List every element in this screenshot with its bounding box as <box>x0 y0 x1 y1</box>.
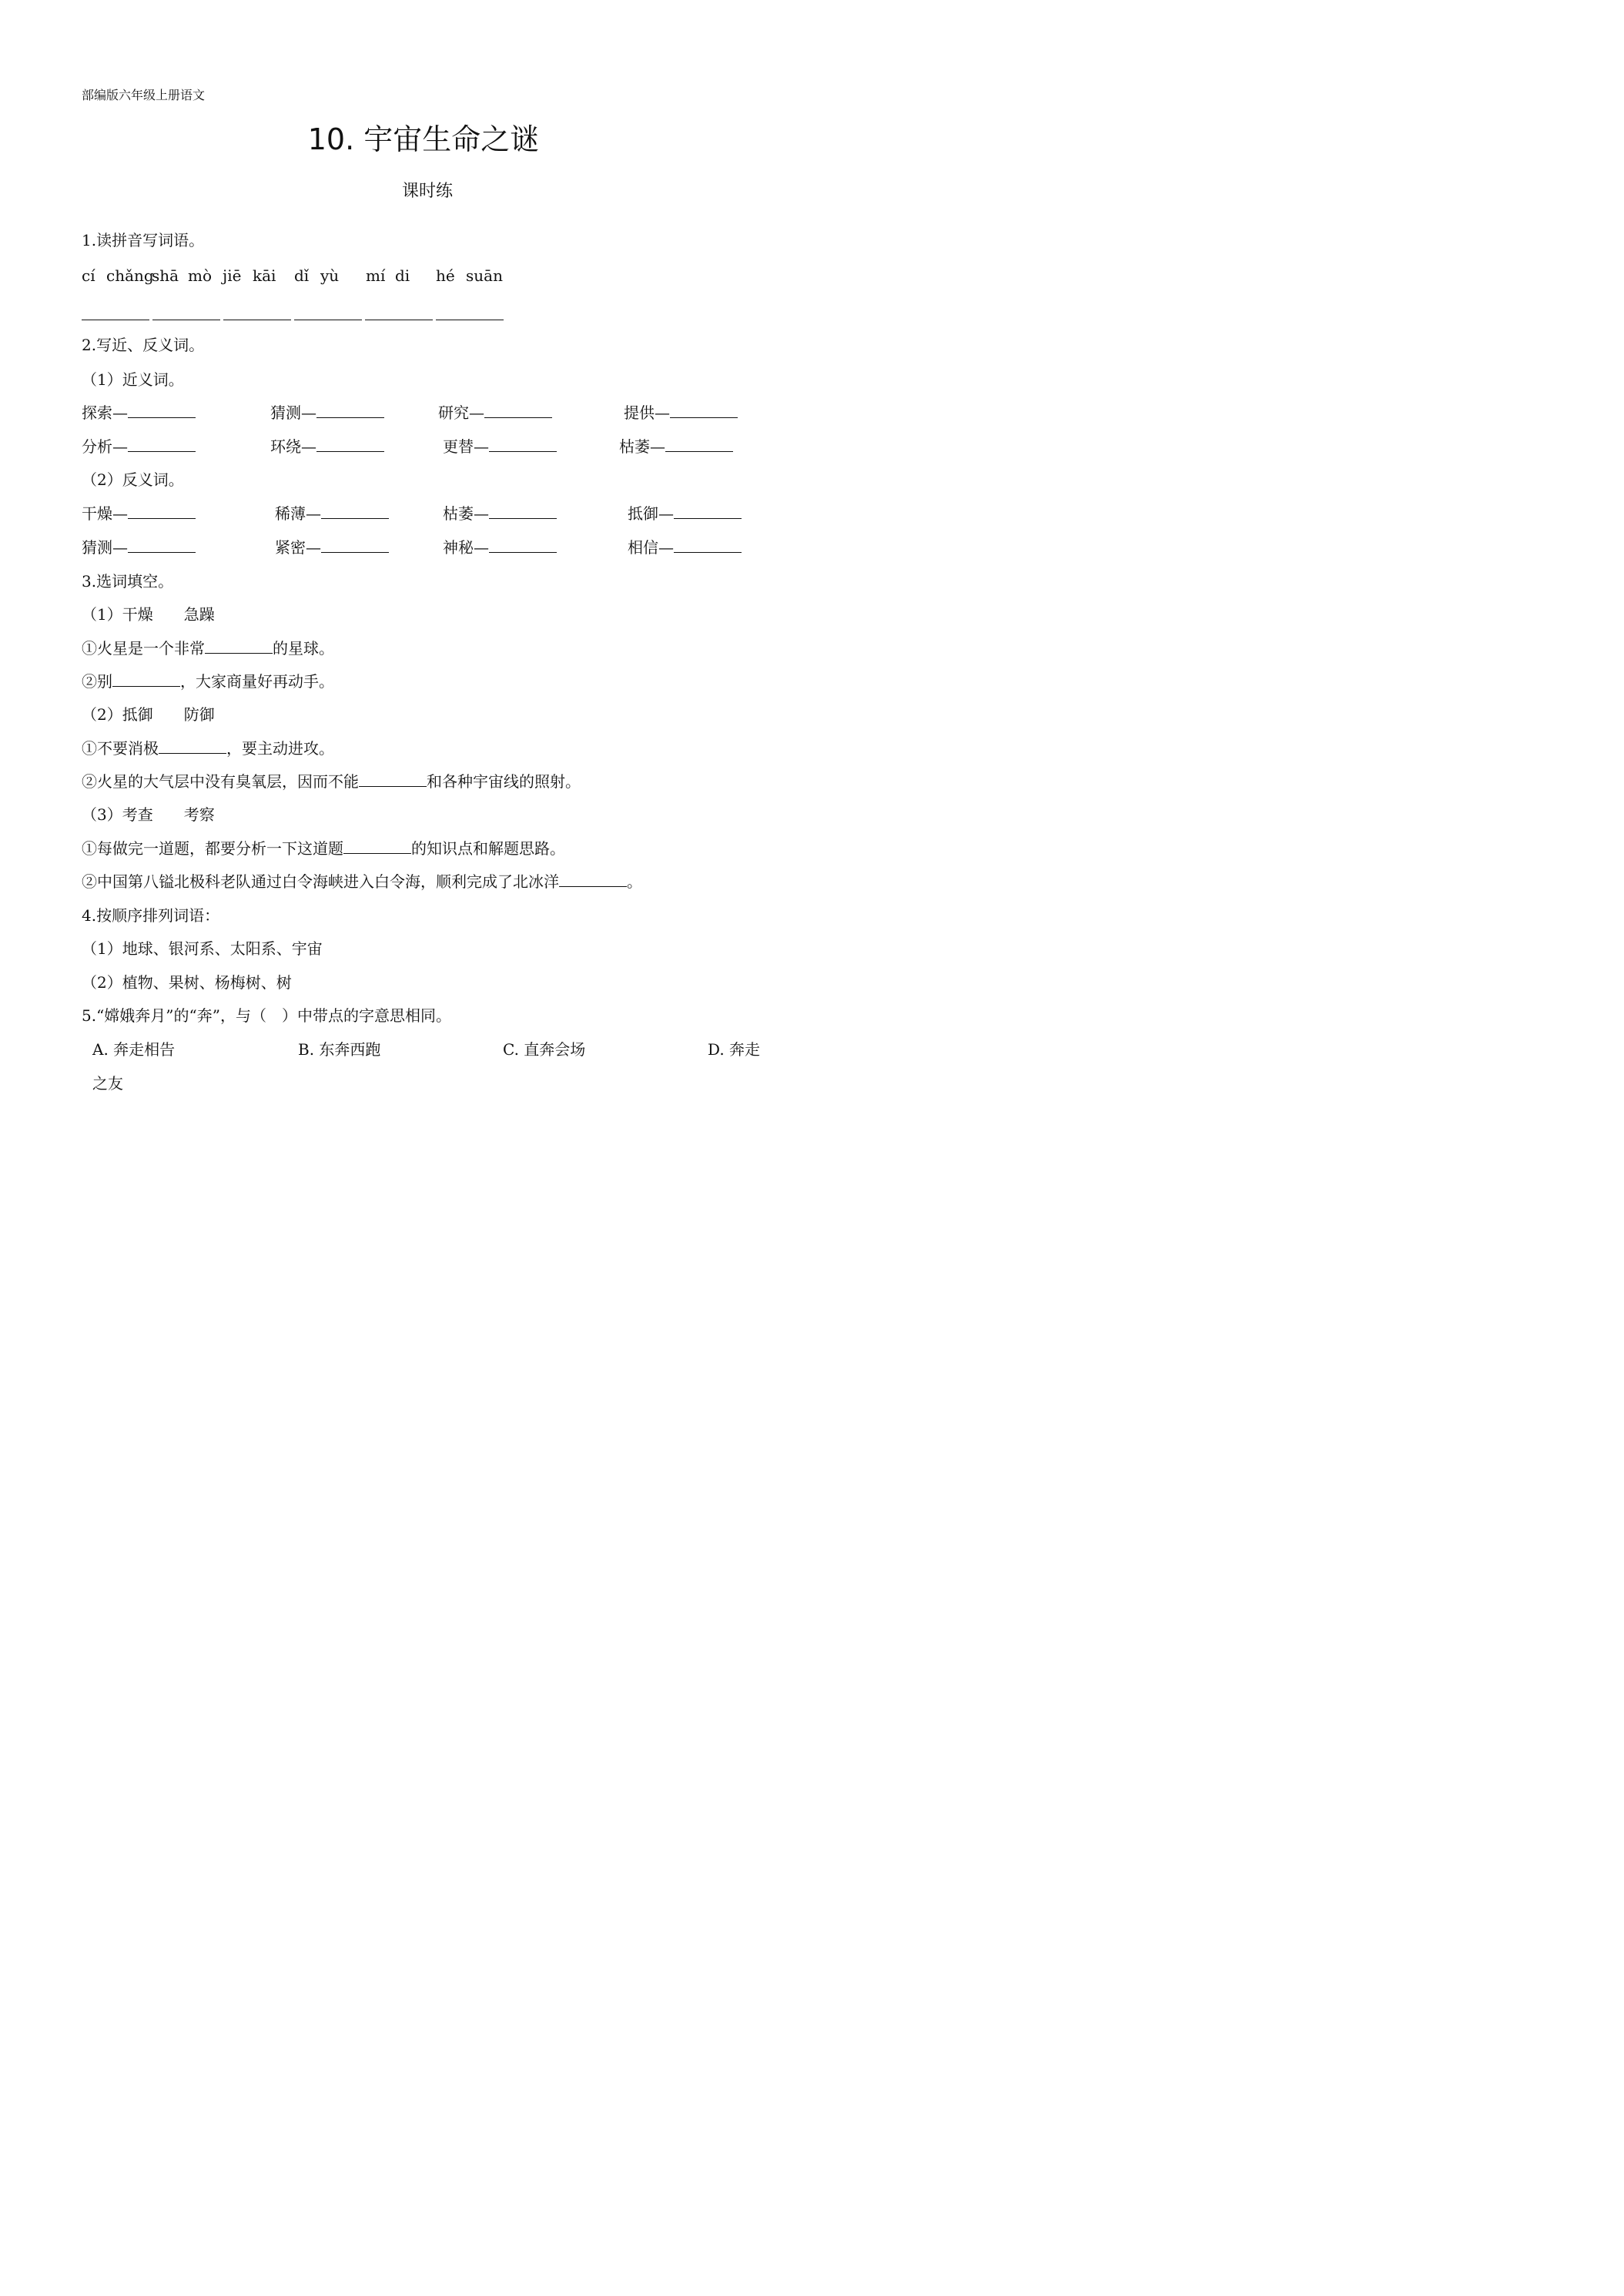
option-d[interactable]: D. 奔走 <box>708 1040 761 1059</box>
antonym-item <box>82 537 196 558</box>
sentence-text: 和各种宇宙线的照射。 <box>427 772 581 791</box>
answer-blank[interactable] <box>316 437 384 452</box>
answer-blank[interactable] <box>484 403 552 418</box>
word-label: 更替— <box>443 437 489 456</box>
word-label: 干燥— <box>82 504 128 523</box>
antonym-item <box>628 503 742 524</box>
sentence-text: ②中国第八镒北极科老队通过白令海峡进入白令海，顺利完成了北冰洋 <box>82 872 559 891</box>
sentence-text: ①不要消极 <box>82 739 159 758</box>
q2-antonyms-heading: （2）反义词。 <box>82 470 184 489</box>
q1-pinyin-row <box>0 265 847 288</box>
pinyin-syllable: dǐ <box>294 266 310 285</box>
pinyin-syllable: jiē <box>223 266 242 285</box>
option-b[interactable]: B. 东奔西跑 <box>298 1040 381 1059</box>
q3-sentence <box>82 838 565 859</box>
q5-heading: 5.“嫦娥奔月”的“奔”，与（ ）中带点的字意思相同。 <box>82 1006 451 1025</box>
q2-heading: 2.写近、反义词。 <box>82 336 205 354</box>
antonym-item <box>443 503 557 524</box>
sentence-text: 的知识点和解题思路。 <box>411 839 565 858</box>
word-label: 研究— <box>438 403 484 422</box>
option-a[interactable]: A. 奔走相告 <box>92 1040 176 1059</box>
word-label: 抵御— <box>628 504 674 523</box>
answer-blank[interactable] <box>359 772 427 787</box>
word-label: 枯萎— <box>443 504 489 523</box>
synonym-row <box>0 436 847 459</box>
answer-blank[interactable] <box>489 504 557 519</box>
q4-item: （2）植物、果树、杨梅树、树 <box>82 973 292 992</box>
word-label: 猜测— <box>270 403 316 422</box>
page-title: 10. 宇宙生命之谜 <box>307 122 540 156</box>
pinyin-syllable: suān <box>466 266 503 285</box>
synonym-item <box>624 402 738 423</box>
word-label: 环绕— <box>270 437 316 456</box>
word-label: 分析— <box>82 437 128 456</box>
word-label: 稀薄— <box>275 504 321 523</box>
pinyin-syllable: yù <box>320 266 340 285</box>
pinyin-syllable: mò <box>188 266 213 285</box>
q3-sentence <box>82 771 581 792</box>
antonym-row <box>0 537 847 560</box>
pinyin-syllable: mí <box>366 266 386 285</box>
antonym-item <box>82 503 196 524</box>
antonym-item <box>275 537 389 558</box>
sentence-text: ②别 <box>82 672 112 691</box>
antonym-row <box>0 503 847 526</box>
synonym-item <box>270 402 384 423</box>
answer-blank[interactable] <box>670 403 738 418</box>
word-label: 探索— <box>82 403 128 422</box>
word-label: 神秘— <box>443 538 489 557</box>
q3-word-choices: （2）抵御 防御 <box>82 705 215 724</box>
answer-blank[interactable] <box>674 504 742 519</box>
q1-heading: 1.读拼音写词语。 <box>82 231 205 249</box>
answer-blank[interactable] <box>665 437 733 452</box>
answer-blank[interactable] <box>489 437 557 452</box>
synonym-row <box>0 402 847 425</box>
worksheet-page <box>0 0 847 1197</box>
answer-blank[interactable] <box>128 437 196 452</box>
sentence-text: 。 <box>627 872 642 891</box>
sentence-text: ，大家商量好再动手。 <box>180 672 334 691</box>
q3-sentence <box>82 671 334 692</box>
word-label: 猜测— <box>82 538 128 557</box>
synonym-item <box>443 436 557 457</box>
pinyin-syllable: kāi <box>253 266 276 285</box>
antonym-item <box>443 537 557 558</box>
answer-blank[interactable] <box>316 403 384 418</box>
pinyin-syllable: shā <box>152 266 179 285</box>
answer-blank[interactable] <box>559 872 627 887</box>
word-label: 紧密— <box>275 538 321 557</box>
answer-blank[interactable] <box>343 839 411 854</box>
answer-blank[interactable] <box>128 538 196 553</box>
word-label: 提供— <box>624 403 670 422</box>
q3-word-choices: （3）考查 考察 <box>82 805 215 824</box>
antonym-item <box>275 503 389 524</box>
word-label: 相信— <box>628 538 674 557</box>
q3-sentence <box>82 871 642 892</box>
answer-blank[interactable] <box>128 403 196 418</box>
option-c[interactable]: C. 直奔会场 <box>503 1040 586 1059</box>
q3-heading: 3.选词填空。 <box>82 572 174 591</box>
sentence-text: ①火星是一个非常 <box>82 639 205 658</box>
answer-blank[interactable] <box>321 504 389 519</box>
sentence-text: 的星球。 <box>273 639 334 658</box>
q3-sentence <box>82 738 334 759</box>
pinyin-syllable: di <box>395 266 410 285</box>
q3-word-choices: （1）干燥 急躁 <box>82 605 215 624</box>
page-subtitle: 课时练 <box>401 182 453 201</box>
answer-blank[interactable] <box>321 538 389 553</box>
pinyin-syllable: hé <box>436 266 455 285</box>
option-d-continuation: 之友 <box>92 1074 123 1093</box>
antonym-item <box>628 537 742 558</box>
answer-blank[interactable] <box>489 538 557 553</box>
synonym-item <box>619 436 733 457</box>
synonym-item <box>270 436 384 457</box>
synonym-item <box>82 436 196 457</box>
pinyin-syllable: cí <box>82 266 95 285</box>
q2-synonyms-heading: （1）近义词。 <box>82 370 184 389</box>
q4-item: （1）地球、银河系、太阳系、宇宙 <box>82 939 323 958</box>
answer-blank[interactable] <box>674 538 742 553</box>
synonym-item <box>82 402 196 423</box>
sentence-text: ②火星的大气层中没有臭氧层，因而不能 <box>82 772 359 791</box>
word-label: 枯萎— <box>619 437 665 456</box>
pinyin-syllable: chǎng <box>106 266 154 285</box>
answer-blank[interactable] <box>205 639 273 654</box>
answer-blank[interactable] <box>112 672 180 687</box>
answer-blank[interactable] <box>159 739 226 754</box>
q1-answer-blanks[interactable] <box>82 306 513 322</box>
answer-blank[interactable] <box>128 504 196 519</box>
synonym-item <box>438 402 552 423</box>
book-label: 部编版六年级上册语文 <box>82 88 206 102</box>
q3-sentence <box>82 638 334 659</box>
sentence-text: ，要主动进攻。 <box>226 739 334 758</box>
q4-heading: 4.按顺序排列词语： <box>82 906 220 925</box>
sentence-text: ①每做完一道题，都要分析一下这道题 <box>82 839 343 858</box>
